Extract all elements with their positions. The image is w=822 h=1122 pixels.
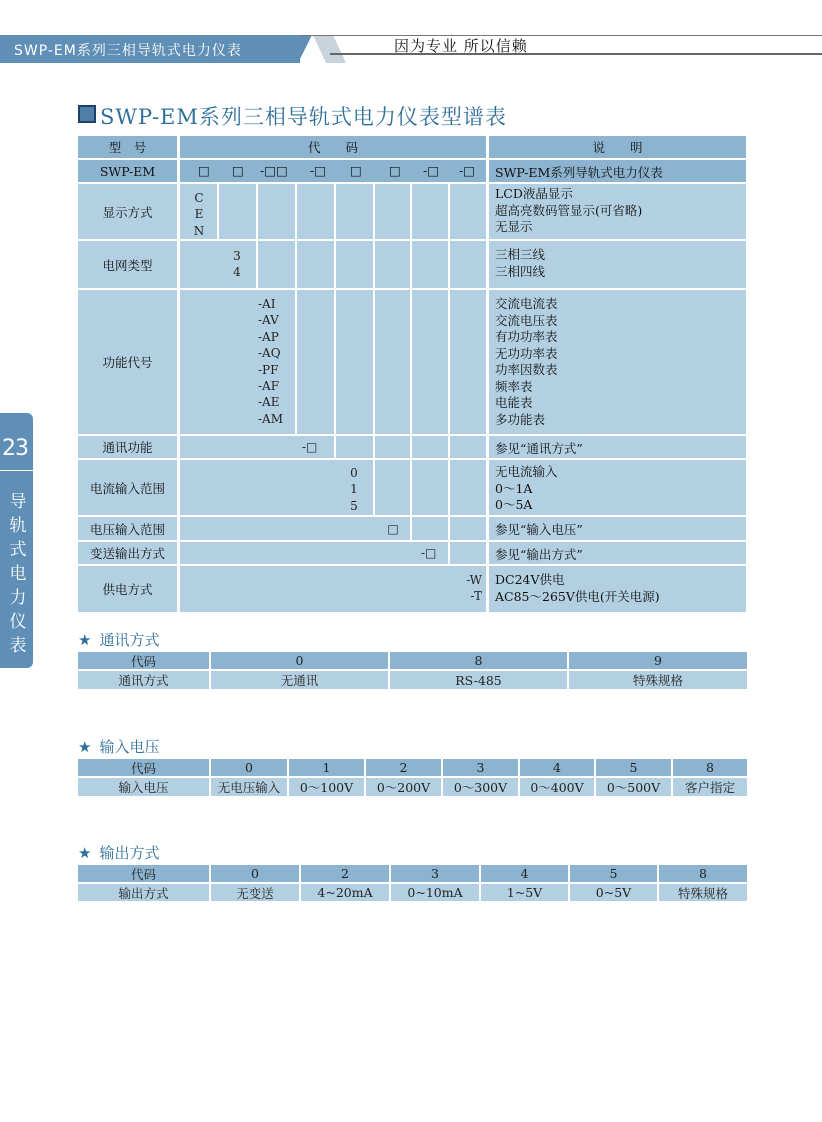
output-header-cell: 2 (301, 865, 389, 882)
voltage-header-cell: 0 (211, 759, 287, 776)
voltage-value-cell: 无电压输入 (211, 778, 287, 796)
header-description: 说 明 (489, 136, 746, 158)
power-supply-codes: -W -T (466, 573, 482, 604)
output-value-cell: 无变送 (211, 884, 299, 901)
transmit-output-code: -□ (421, 546, 437, 560)
output-header-cell: 0 (211, 865, 299, 882)
function-description: 交流电流表 交流电压表 有功功率表 无功功率表 功率因数表 频率表 电能表 多功能表 (489, 290, 746, 434)
output-value-cell: 0~10mA (391, 884, 479, 901)
output-value-cell: 特殊规格 (659, 884, 747, 901)
side-tab-divider (0, 470, 33, 471)
output-value-cell: 0~5V (570, 884, 657, 901)
code-cell (412, 184, 448, 239)
side-char: 仪 (9, 612, 27, 632)
voltage-section-heading (78, 736, 159, 757)
row-label-grid-type: 电网类型 (78, 241, 177, 288)
function-codes: -AI -AV -AP -AQ -PF -AF -AE -AM (258, 297, 284, 426)
code-cell (336, 436, 373, 458)
output-header-cell: 5 (570, 865, 657, 882)
comm-value-cell: 特殊规格 (569, 671, 747, 689)
title-bullet-icon (78, 105, 96, 123)
code-cell (412, 460, 448, 515)
code-cell (450, 290, 486, 434)
voltage-header-cell: 4 (520, 759, 594, 776)
side-char: 导 (9, 492, 27, 512)
communication-code: -□ (302, 440, 318, 454)
model-code-slots (180, 160, 486, 182)
comm-header-cell: 9 (569, 652, 747, 669)
voltage-input-description: 参见“输入电压” (489, 517, 746, 540)
code-cell (375, 184, 410, 239)
code-slot: □ (198, 163, 210, 178)
code-cell (375, 241, 410, 288)
code-slot: -□ (310, 163, 327, 178)
code-cell (297, 290, 334, 434)
voltage-value-cell: 0～200V (366, 778, 441, 796)
code-cell (450, 460, 486, 515)
voltage-value-cell: 0～100V (289, 778, 364, 796)
row-label-voltage-input: 电压输入范围 (78, 517, 177, 540)
star-icon: ★ (78, 631, 92, 649)
code-cell (450, 517, 486, 540)
side-char: 电 (9, 564, 27, 584)
comm-value-cell: 无通讯 (211, 671, 388, 689)
header-slogan: 因为专业 所以信赖 (394, 37, 528, 55)
side-char: 式 (9, 540, 27, 560)
code-cell (180, 517, 410, 540)
side-char: 表 (9, 636, 27, 656)
output-header-cell: 代码 (78, 865, 209, 882)
code-cell (450, 436, 486, 458)
code-cell (297, 184, 334, 239)
display-description: LCD液晶显示 超高亮数码管显示(可省略) 无显示 (489, 184, 746, 239)
voltage-heading-text: 输入电压 (99, 738, 160, 756)
header-stripe (313, 35, 346, 63)
grid-type-description: 三相三线 三相四线 (489, 241, 746, 288)
side-chapter-title (8, 490, 28, 658)
code-cell (450, 184, 486, 239)
row-label-transmit-output: 变送输出方式 (78, 542, 177, 564)
voltage-header-cell: 8 (673, 759, 747, 776)
code-cell (450, 241, 486, 288)
output-header-cell: 4 (481, 865, 568, 882)
code-cell (336, 290, 373, 434)
code-slot: -□□ (260, 163, 288, 178)
header-tab-slant (298, 35, 312, 63)
row-label-function-code: 功能代号 (78, 290, 177, 434)
voltage-value-cell: 客户指定 (673, 778, 747, 796)
side-char: 轨 (9, 516, 27, 536)
header-tab-title: SWP-EM系列三相导轨式电力仪表 (14, 43, 242, 59)
output-value-cell: 1~5V (481, 884, 568, 901)
comm-section-heading (78, 629, 159, 650)
code-cell (375, 290, 410, 434)
voltage-value-cell: 输入电压 (78, 778, 209, 796)
grid-type-codes: 3 4 (233, 249, 241, 280)
comm-header-cell: 代码 (78, 652, 209, 669)
code-cell (412, 517, 448, 540)
model-label: SWP-EM (78, 160, 177, 182)
code-cell (180, 566, 486, 612)
code-slot: □ (232, 163, 244, 178)
output-value-cell: 输出方式 (78, 884, 209, 901)
communication-description: 参见“通讯方式” (489, 436, 746, 458)
voltage-header-cell: 3 (443, 759, 518, 776)
code-cell (412, 241, 448, 288)
power-supply-description: DC24V供电 AC85～265V供电(开关电源) (489, 566, 746, 612)
header-rule-top (300, 35, 822, 36)
side-char: 力 (9, 588, 27, 608)
code-cell (258, 241, 295, 288)
code-cell (412, 290, 448, 434)
row-label-power-supply: 供电方式 (78, 566, 177, 612)
header-code: 代 码 (180, 136, 486, 158)
voltage-input-code: □ (387, 522, 399, 536)
comm-heading-text: 通讯方式 (99, 631, 160, 649)
comm-value-cell: 通讯方式 (78, 671, 209, 689)
transmit-output-description: 参见“输出方式” (489, 542, 746, 564)
code-cell (219, 184, 256, 239)
display-codes: C E N (193, 191, 205, 238)
comm-value-cell: RS-485 (390, 671, 567, 689)
star-icon: ★ (78, 738, 92, 756)
voltage-header-cell: 代码 (78, 759, 209, 776)
voltage-value-cell: 0～500V (596, 778, 671, 796)
code-slot: □ (350, 163, 362, 178)
code-cell (336, 241, 373, 288)
row-label-communication: 通讯功能 (78, 436, 177, 458)
code-cell (180, 542, 448, 564)
comm-header-cell: 0 (211, 652, 388, 669)
voltage-value-cell: 0～300V (443, 778, 518, 796)
code-slot: □ (389, 163, 401, 178)
output-heading-text: 输出方式 (99, 844, 160, 862)
output-section-heading (78, 842, 159, 863)
code-cell (297, 241, 334, 288)
row-label-display: 显示方式 (78, 184, 177, 239)
code-cell (258, 184, 295, 239)
current-input-codes: 0 1 5 (350, 466, 358, 513)
voltage-value-cell: 0～400V (520, 778, 594, 796)
voltage-header-cell: 5 (596, 759, 671, 776)
page-number: 23 (2, 436, 28, 461)
comm-header-cell: 8 (390, 652, 567, 669)
code-cell (336, 184, 373, 239)
code-cell (450, 542, 486, 564)
code-cell (375, 460, 410, 515)
voltage-header-cell: 2 (366, 759, 441, 776)
current-input-description: 无电流输入 0～1A 0～5A (489, 460, 746, 515)
code-cell (412, 436, 448, 458)
voltage-header-cell: 1 (289, 759, 364, 776)
output-value-cell: 4~20mA (301, 884, 389, 901)
code-cell (375, 436, 410, 458)
code-slot: -□ (459, 163, 476, 178)
output-header-cell: 8 (659, 865, 747, 882)
header-model: 型 号 (78, 136, 177, 158)
page-title: SWP-EM系列三相导轨式电力仪表型谱表 (100, 105, 507, 129)
row-label-current-input: 电流输入范围 (78, 460, 177, 515)
model-description: SWP-EM系列导轨式电力仪表 (489, 160, 746, 182)
star-icon: ★ (78, 844, 92, 862)
output-header-cell: 3 (391, 865, 479, 882)
code-slot: -□ (423, 163, 440, 178)
